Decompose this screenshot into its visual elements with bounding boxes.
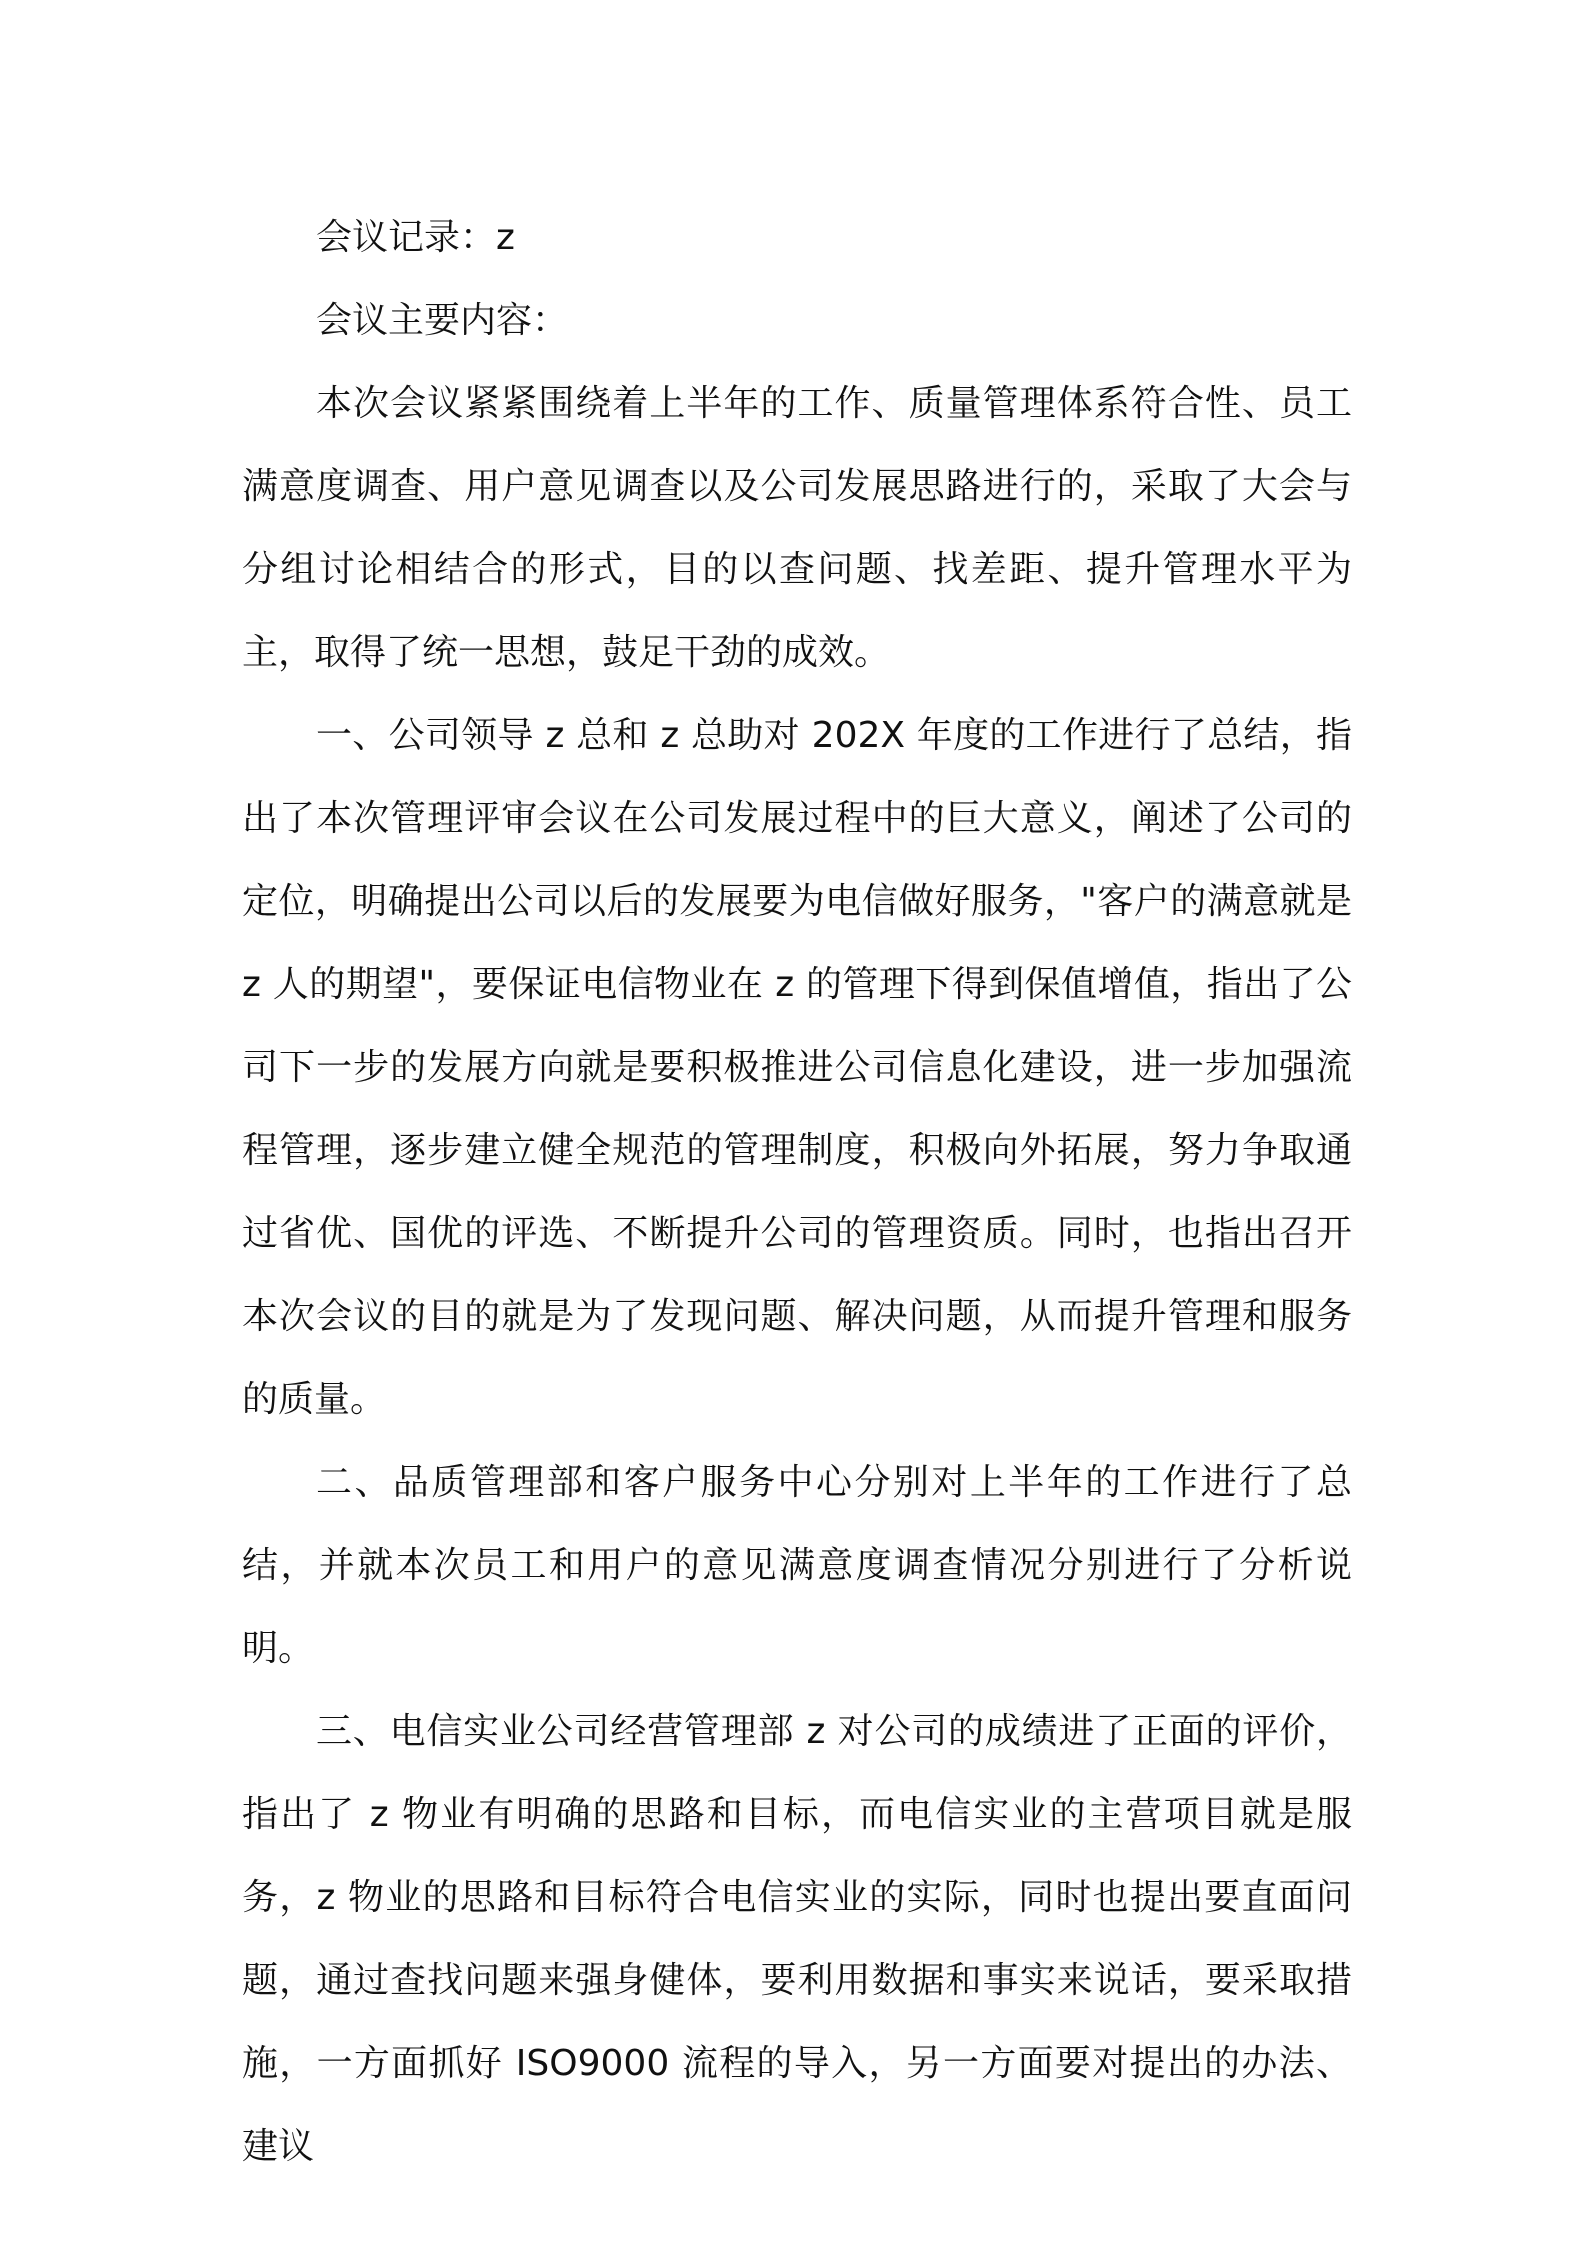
main-content-heading: 会议主要内容： [316,300,569,341]
paragraph-item-1: 一、公司领导 z 总和 z 总助对 202X 年度的工作进行了总结，指出了本次管理评审会议在公司发展过程中的巨大意义，阐述了公司的定位，明确提出公司以后的发展要为电信做好服务，"客户的满意就是 z 人的期望"，要保证电信物业在 z 的管理下得到保值增值，指出了公司下一步的发展方向就是要积极推进公司信息化建设，进一步加强流程管理，逐步建立健全规范的管理制度，积极向外拓展，努力争取通过省优、国优的评选、不断提升公司的管理资质。同时，也指出召开本次会议的目的就是为了发现问题、解决问题，从而提升管理和服务的质量。 [242,715,1352,1420]
meeting-recorder-line: 会议记录：z [316,217,515,258]
paragraph-item-3: 三、电信实业公司经营管理部 z 对公司的成绩进了正面的评价，指出了 z 物业有明确的思路和目标，而电信实业的主营项目就是服务，z 物业的思路和目标符合电信实业的实际，同时也提出要直面问题，通过查找问题来强身健体，要利用数据和事实来说话，要采取措施，一方面抓好 ISO9000 流程的导入，另一方面要对提出的办法、建议 [242,1711,1352,2167]
paragraph-summary: 本次会议紧紧围绕着上半年的工作、质量管理体系符合性、员工满意度调查、用户意见调查以及公司发展思路进行的，采取了大会与分组讨论相结合的形式，目的以查问题、找差距、提升管理水平为主，取得了统一思想，鼓足干劲的成效。 [242,383,1352,673]
document-body [242,196,1352,2188]
paragraph-item-2: 二、品质管理部和客户服务中心分别对上半年的工作进行了总结，并就本次员工和用户的意见满意度调查情况分别进行了分析说明。 [242,1462,1352,1669]
